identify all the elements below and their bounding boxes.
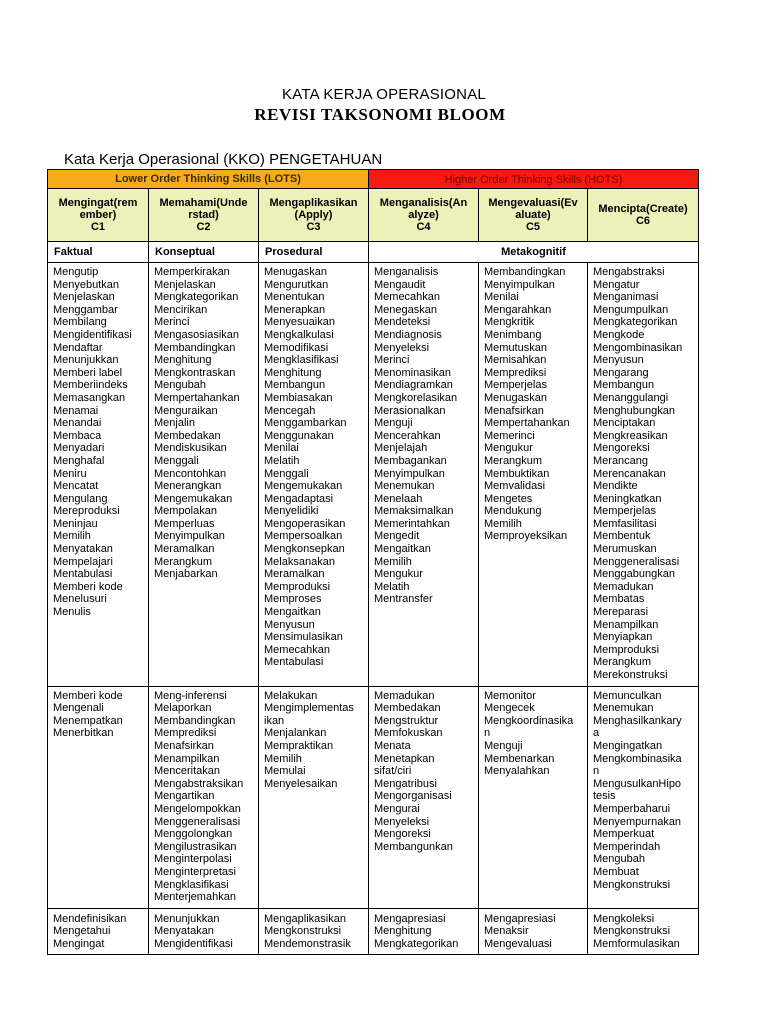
verb-item: Membedakan: [374, 702, 441, 715]
verb-item: Mereproduksi: [53, 505, 120, 518]
verb-item: Mengoreksi: [374, 828, 431, 841]
verb-item: Mengevaluasi: [484, 937, 552, 950]
verb-item: Menyalahkan: [484, 765, 550, 778]
verb-item: Mengkonstruksi: [593, 925, 671, 938]
verb-item: Mengombinasikan: [593, 341, 683, 354]
verb-item: Mengklasifikasi: [154, 878, 229, 891]
verb-item: Mengabstraksikan: [154, 777, 244, 790]
verb-item: Melaporkan: [154, 702, 212, 715]
verb-item: Menggunakan: [264, 429, 334, 442]
verb-item: Mengkoleksi: [593, 912, 655, 925]
verb-item: Mengurutkan: [264, 278, 329, 291]
verb-list-c5: [479, 263, 588, 687]
verb-item: Mengkorelasikan: [374, 391, 458, 404]
document-title: KATA KERJA OPERASIONAL: [282, 86, 486, 103]
verb-item: Menyimpulkan: [484, 278, 555, 291]
verb-item: Menguji: [374, 417, 413, 430]
verb-item: Menggambarkan: [264, 417, 347, 430]
verb-item: Mengkonsepkan: [264, 543, 345, 556]
verb-item: Mengaudit: [374, 278, 426, 291]
verb-item: n: [593, 765, 600, 778]
verb-item: Menggolongkan: [154, 828, 233, 841]
verb-item: Mengkombinasika: [593, 752, 682, 765]
verb-item: Mencerahkan: [374, 429, 441, 442]
verb-item: Mengaitkan: [264, 606, 321, 619]
verb-item: Memecahkan: [264, 643, 331, 656]
verb-item: Mengkategorikan: [374, 937, 459, 950]
verb-list-c3: [259, 908, 369, 955]
verb-item: Mengutip: [53, 266, 99, 278]
verb-item: Melakukan: [264, 689, 318, 702]
verb-item: Mengkategorikan: [593, 316, 678, 329]
verb-item: Memperindah: [593, 840, 661, 853]
verb-item: Memberi label: [53, 366, 123, 379]
verb-item: Mencatat: [53, 480, 99, 493]
verb-item: Memberi kode: [53, 689, 123, 702]
verb-item: Merangkum: [154, 555, 213, 568]
verb-item: Menghasilkankary: [593, 714, 682, 727]
verb-item: Merencanakan: [593, 467, 666, 480]
verb-item: Menyatakan: [154, 925, 214, 938]
verb-item: Mengurai: [374, 802, 420, 815]
verb-item: Mendemonstrasik: [264, 937, 351, 950]
verb-item: Menggeneralisasi: [593, 555, 680, 568]
verb-item: Memberi kode: [53, 580, 123, 593]
verb-item: Mengabstraksi: [593, 266, 665, 278]
verb-item: Mengaplikasikan: [264, 912, 346, 925]
section-heading: Kata Kerja Operasional (KKO) PENGETAHUAN: [64, 151, 383, 168]
verb-item: Menyebutkan: [53, 278, 120, 291]
verb-list-c6: [588, 263, 699, 687]
verb-item: Mencegah: [264, 404, 316, 417]
verb-item: Memformulasikan: [593, 937, 680, 950]
verb-item: Menguji: [484, 739, 523, 752]
verb-item: Memprediksi: [484, 366, 547, 379]
verb-item: Merumuskan: [593, 543, 657, 556]
verb-item: Menguraikan: [154, 404, 218, 417]
verb-item: Mencontohkan: [154, 467, 227, 480]
verb-item: Menetapkan: [374, 752, 435, 765]
verb-item: Mengulang: [53, 492, 108, 505]
verb-item: Membiasakan: [264, 391, 333, 404]
verb-item: Menghubungkan: [593, 404, 675, 417]
verb-item: Mengedit: [374, 530, 420, 543]
verb-item: Melaksanakan: [264, 555, 335, 568]
lots-band: Lower Order Thinking Skills (LOTS): [48, 170, 369, 189]
verb-item: Memproyeksikan: [484, 530, 568, 543]
verb-list-c5: [479, 686, 588, 908]
verb-item: Memodifikasi: [264, 341, 329, 354]
verb-item: Mendefinisikan: [53, 912, 127, 925]
level-c6-header: Mencipta(Create) C6: [588, 189, 699, 242]
verb-item: Menjelaskan: [53, 291, 115, 304]
verb-item: Membenarkan: [484, 752, 555, 765]
verb-item: Mendiskusikan: [154, 442, 227, 455]
knowledge-type-konseptual: Konseptual: [149, 242, 259, 263]
verb-item: Memadukan: [593, 580, 654, 593]
verb-item: Meng-inferensi: [154, 689, 227, 702]
verb-item: Menggambar: [53, 303, 118, 316]
verb-item: Merasionalkan: [374, 404, 446, 417]
verb-item: Mengingat: [53, 937, 105, 950]
verb-item: Memilih: [374, 555, 412, 568]
verb-item: Mendukung: [484, 505, 542, 518]
verb-item: Menyimpulkan: [154, 530, 225, 543]
verb-item: Membatas: [593, 593, 645, 606]
verb-list-c1: [48, 908, 149, 955]
verb-item: Menghitung: [374, 925, 432, 938]
verb-item: Membagankan: [374, 454, 447, 467]
verb-item: Merancang: [593, 454, 649, 467]
verb-item: Menciptakan: [593, 417, 656, 430]
verb-item: Menilai: [264, 442, 299, 455]
verb-list-c3: [259, 263, 369, 687]
verb-item: Membandingkan: [484, 266, 566, 278]
verb-item: Menelusuri: [53, 593, 107, 606]
verb-item: Memecahkan: [374, 291, 441, 304]
verb-list-c4: [369, 263, 479, 687]
verb-item: Meningkatkan: [593, 492, 662, 505]
level-c5-header: Mengevaluasi(Ev aluate) C5: [479, 189, 588, 242]
verb-item: Mengubah: [593, 853, 645, 866]
verb-item: Mengetes: [484, 492, 533, 505]
verb-item: Menggali: [264, 467, 309, 480]
verb-item: Mencirikan: [154, 303, 208, 316]
verb-item: Meramalkan: [154, 543, 215, 556]
verb-item: Memaksimalkan: [374, 505, 454, 518]
verb-item: Mengartikan: [154, 790, 215, 803]
verbs-row-3: [48, 908, 699, 955]
verb-item: Mengapresiasi: [374, 912, 446, 925]
verb-item: Menyempurnakan: [593, 815, 682, 828]
verb-item: Menyimpulkan: [374, 467, 445, 480]
verb-item: Mendeteksi: [374, 316, 431, 329]
verb-item: Mengetahui: [53, 925, 111, 938]
verb-item: Mengklasifikasi: [264, 354, 339, 367]
verb-item: Menyeleksi: [374, 815, 430, 828]
verb-item: Mengelompokkan: [154, 802, 241, 815]
knowledge-type-prosedural: Prosedural: [259, 242, 369, 263]
verb-item: Mengkritik: [484, 316, 535, 329]
verb-item: Menafsirkan: [154, 739, 214, 752]
level-c4-header: Menganalisis(An alyze) C4: [369, 189, 479, 242]
level-c3-header: Mengaplikasikan (Apply) C3: [259, 189, 369, 242]
verb-item: Merinci: [154, 316, 190, 329]
verb-item: Menyesuaikan: [264, 316, 335, 329]
verb-item: Mengkategorikan: [154, 291, 239, 304]
verb-item: Menyiapkan: [593, 631, 653, 644]
verb-item: Memprediksi: [154, 727, 217, 740]
verb-list-c2: [149, 686, 259, 908]
verb-item: Meramalkan: [264, 568, 325, 581]
verb-item: Memilih: [264, 752, 302, 765]
verb-item: Menyadari: [53, 442, 105, 455]
levels-row: [48, 189, 699, 242]
verb-item: Menganimasi: [593, 291, 659, 304]
verb-item: Menyusun: [593, 354, 644, 367]
verb-item: Menimbang: [484, 328, 542, 341]
kko-table: [47, 169, 699, 955]
verb-item: Menempatkan: [53, 714, 123, 727]
verb-item: Menampilkan: [593, 618, 659, 631]
verb-item: Menghitung: [264, 366, 322, 379]
verb-item: Memperluas: [154, 517, 215, 530]
verb-item: Mengkontraskan: [154, 366, 236, 379]
verb-item: Mengoreksi: [593, 442, 650, 455]
verbs-row-2: [48, 686, 699, 908]
verb-item: Membandingkan: [154, 714, 236, 727]
verb-item: Mengarahkan: [484, 303, 552, 316]
verb-item: sifat/ciri: [374, 765, 412, 778]
verb-item: Memonitor: [484, 689, 536, 702]
verb-item: Menemukan: [593, 702, 654, 715]
verb-item: Mengkode: [593, 328, 645, 341]
verb-item: Memperjelas: [593, 505, 656, 518]
verb-item: Menganalisis: [374, 266, 439, 278]
verb-item: Mentabulasi: [264, 656, 324, 669]
verb-item: Mempolakan: [154, 505, 217, 518]
verb-list-c3: [259, 686, 369, 908]
verb-item: Melatih: [374, 580, 410, 593]
verb-item: Memutuskan: [484, 341, 547, 354]
verb-item: Mengapresiasi: [484, 912, 556, 925]
verb-item: Memilih: [484, 517, 522, 530]
verb-item: Menggeneralisasi: [154, 815, 241, 828]
verb-item: Merekonstruksi: [593, 669, 668, 681]
verb-item: Membangun: [593, 379, 655, 392]
verb-item: Menugaskan: [264, 266, 327, 278]
verb-item: Memperjelas: [484, 379, 547, 392]
verb-list-c2: [149, 908, 259, 955]
verb-item: Menjalankan: [264, 727, 327, 740]
verb-item: Menegaskan: [374, 303, 437, 316]
level-c2-header: Memahami(Unde rstad) C2: [149, 189, 259, 242]
verb-item: Memperbaharui: [593, 802, 671, 815]
verb-item: Menerangkan: [154, 480, 222, 493]
verb-item: Memproses: [264, 593, 322, 606]
verb-item: Menjelaskan: [154, 278, 216, 291]
verb-item: Mendikte: [593, 480, 638, 493]
verb-item: Menilai: [484, 291, 519, 304]
verb-item: Menentukan: [264, 291, 325, 304]
verb-item: Mengukur: [374, 568, 423, 581]
verb-item: tesis: [593, 790, 616, 803]
verb-item: Menandai: [53, 417, 102, 430]
verb-item: Mengstruktur: [374, 714, 439, 727]
verb-item: Memperkuat: [593, 828, 655, 841]
hots-band: Higher Order Thinking Skills (HOTS): [369, 170, 699, 189]
verb-item: Mempelajari: [53, 555, 113, 568]
verb-list-c5: [479, 908, 588, 955]
knowledge-type-metakognitif: Metakognitif: [369, 242, 699, 263]
verb-item: Mengkreasikan: [593, 429, 668, 442]
verb-item: Mempertahankan: [154, 391, 240, 404]
verb-item: Memfasilitasi: [593, 517, 657, 530]
verb-item: Mengkoordinasika: [484, 714, 574, 727]
verb-item: Mengkonstruksi: [264, 925, 342, 938]
verb-item: Menafsirkan: [484, 404, 544, 417]
verb-item: Mendiagnosis: [374, 328, 442, 341]
verbs-row-1: [48, 263, 699, 687]
verb-item: Mengubah: [154, 379, 206, 392]
verb-item: ikan: [264, 714, 285, 727]
verb-item: Menjalin: [154, 417, 195, 430]
verb-item: Mengecek: [484, 702, 535, 715]
verb-item: Menyatakan: [53, 543, 113, 556]
verb-item: Membaca: [53, 429, 102, 442]
verb-item: Melatih: [264, 454, 300, 467]
verb-item: Mengemukakan: [264, 480, 343, 493]
knowledge-type-faktual: Faktual: [48, 242, 149, 263]
verb-item: Mengoperasikan: [264, 517, 346, 530]
verb-list-c1: [48, 686, 149, 908]
verb-item: Meninjau: [53, 517, 98, 530]
verb-list-c6: [588, 908, 699, 955]
verb-item: Mendiagramkan: [374, 379, 453, 392]
verb-item: Memberiindeks: [53, 379, 128, 392]
verb-item: Memerintahkan: [374, 517, 450, 530]
verb-item: Mengilustrasikan: [154, 840, 237, 853]
verb-item: Mengumpulkan: [593, 303, 669, 316]
verb-item: Menghitung: [154, 354, 212, 367]
verb-item: Memadukan: [374, 689, 435, 702]
verb-item: Mempraktikan: [264, 739, 334, 752]
verb-item: Menanggulangi: [593, 391, 669, 404]
verb-item: Mengingatkan: [593, 739, 663, 752]
verb-item: Menyelidiki: [264, 505, 319, 518]
knowledge-type-row: [48, 242, 699, 263]
verb-item: Membangun: [264, 379, 326, 392]
verb-item: Membentuk: [593, 530, 651, 543]
verb-item: Memunculkan: [593, 689, 662, 702]
verb-item: Mengorganisasi: [374, 790, 452, 803]
verb-item: Meniru: [53, 467, 87, 480]
verb-item: Mengatribusi: [374, 777, 437, 790]
verb-item: Mengadaptasi: [264, 492, 334, 505]
verb-item: Mengarang: [593, 366, 649, 379]
verb-item: Mengemukakan: [154, 492, 233, 505]
verb-item: Menyusun: [264, 618, 315, 631]
verb-item: Membilang: [53, 316, 107, 329]
verb-list-c6: [588, 686, 699, 908]
verb-item: Memulai: [264, 765, 306, 778]
verb-item: Memvalidasi: [484, 480, 546, 493]
verb-item: Memisahkan: [484, 354, 547, 367]
verb-item: Mengasosiasikan: [154, 328, 239, 341]
verb-item: Menampilkan: [154, 752, 220, 765]
verb-item: Mengimplementas: [264, 702, 354, 715]
verb-item: Memerinci: [484, 429, 535, 442]
verb-item: Mereparasi: [593, 606, 649, 619]
verb-item: Menggali: [154, 454, 199, 467]
verb-item: Mengaitkan: [374, 543, 431, 556]
thinking-skills-band-row: [48, 170, 699, 189]
verb-item: Menghafal: [53, 454, 105, 467]
verb-item: Mengatur: [593, 278, 640, 291]
verb-item: Menjelajah: [374, 442, 428, 455]
verb-item: Menunjukkan: [154, 912, 220, 925]
verb-item: Menerbitkan: [53, 727, 114, 740]
verb-list-c4: [369, 686, 479, 908]
verb-item: Merinci: [374, 354, 410, 367]
verb-item: Menginterpretasi: [154, 865, 236, 878]
verb-item: Menterjemahkan: [154, 891, 236, 904]
verb-list-c2: [149, 263, 259, 687]
verb-item: Mengkalkulasi: [264, 328, 334, 341]
verb-item: Menceritakan: [154, 765, 221, 778]
verb-list-c1: [48, 263, 149, 687]
verb-item: a: [593, 727, 600, 740]
verb-item: Mengidentifikasi: [53, 328, 132, 341]
document-subtitle: REVISI TAKSONOMI BLOOM: [254, 105, 506, 124]
verb-item: Memfokuskan: [374, 727, 443, 740]
verb-item: Mempertahankan: [484, 417, 570, 430]
verb-item: Menugaskan: [484, 391, 547, 404]
verb-item: Merangkum: [593, 656, 652, 669]
verb-item: Mengenali: [53, 702, 104, 715]
verb-item: Membuat: [593, 865, 639, 878]
verb-item: Menaksir: [484, 925, 529, 938]
verb-item: Menunjukkan: [53, 354, 119, 367]
level-c1-header: Mengingat(rem ember) C1: [48, 189, 149, 242]
verb-item: Menemukan: [374, 480, 435, 493]
verb-item: Mentabulasi: [53, 568, 113, 581]
verb-item: Membedakan: [154, 429, 221, 442]
verb-item: Membuktikan: [484, 467, 550, 480]
verb-item: Menamai: [53, 404, 99, 417]
verb-item: Menyelesaikan: [264, 777, 338, 790]
verb-item: Memproduksi: [593, 643, 660, 656]
verb-item: Mempersoalkan: [264, 530, 343, 543]
verb-item: n: [484, 727, 491, 740]
verb-item: Mentransfer: [374, 593, 433, 606]
verb-item: MengusulkanHipo: [593, 777, 682, 790]
verb-item: Memasangkan: [53, 391, 126, 404]
verb-item: Menominasikan: [374, 366, 452, 379]
verb-list-c4: [369, 908, 479, 955]
verb-item: Memproduksi: [264, 580, 331, 593]
verb-item: Mendaftar: [53, 341, 103, 354]
verb-item: Menelaah: [374, 492, 423, 505]
verb-item: Mengkonstruksi: [593, 878, 671, 891]
verb-item: Menjabarkan: [154, 568, 218, 581]
verb-item: Mengidentifikasi: [154, 937, 233, 950]
verb-item: Menginterpolasi: [154, 853, 232, 866]
verb-item: Menata: [374, 739, 411, 752]
verb-item: Memperkirakan: [154, 266, 230, 278]
verb-item: Memilih: [53, 530, 91, 543]
verb-item: Menulis: [53, 606, 91, 619]
verb-item: Mensimulasikan: [264, 631, 343, 644]
verb-item: Merangkum: [484, 454, 543, 467]
verb-item: Menerapkan: [264, 303, 326, 316]
verb-item: Membangunkan: [374, 840, 453, 853]
verb-item: Menggabungkan: [593, 568, 675, 581]
verb-item: Menyeleksi: [374, 341, 430, 354]
verb-item: Membandingkan: [154, 341, 236, 354]
verb-item: Mengukur: [484, 442, 533, 455]
